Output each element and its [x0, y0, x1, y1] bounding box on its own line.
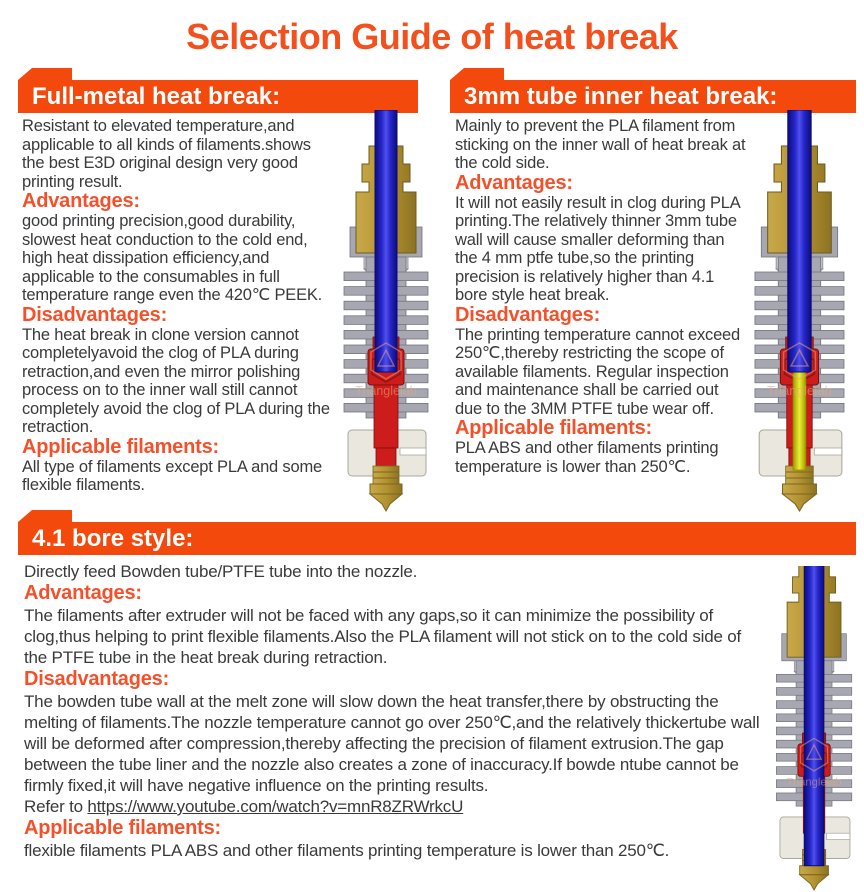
page-title: Selection Guide of heat break — [186, 16, 678, 57]
full-metal-applicable-text: All type of filaments except PLA and some flexible filaments. — [22, 457, 322, 494]
bore41-applicable-text: flexible filaments PLA ABS and other filaments printing temperature is lower than 250℃. — [24, 841, 670, 860]
bore41-intro: Directly feed Bowden tube/PTFE tube into the nozzle. — [24, 562, 418, 581]
refer-prefix: Refer to — [24, 797, 88, 816]
tube3mm-advantages-heading: Advantages: — [455, 171, 573, 194]
hotend-diagram-full-metal — [328, 110, 445, 512]
bore41-disadvantages-text: The bowden tube wall at the melt zone will slow down the heat transfer,there by obstructing the melting of filaments.The nozzle temperature cannot go over 250℃,and the relatively thickertube wall will be deformed after compression,thereby affecting the precision of filament extrusion.The gap between the tube liner and the nozzle also creates a zone of inaccuracy.If bowde ntube cannot be firmly fixed,it will have negative influence on the printing results. — [24, 692, 760, 795]
section-body-41-bore — [24, 561, 764, 861]
full-metal-advantages-text: good printing precision,good durability, slowest heat conduction to the cold end, high heat dissipation efficiency,and applicable to the consumables in full temperature range even the 420℃ PEEK. — [22, 212, 323, 304]
tube3mm-intro: Mainly to prevent the PLA filament from sticking on the inner wall of heat break at the cold side. — [455, 117, 746, 172]
youtube-link[interactable]: https://www.youtube.com/watch?v=mnR8ZRWrkcU — [87, 797, 464, 816]
tube3mm-disadvantages-text: The printing temperature cannot exceed 250℃,thereby restricting the scope of available filaments. Regular inspection and maintenance shall be carried out due to the 3MM PTFE tube wear off. — [455, 325, 740, 418]
watermark-text: Trianglelab — [786, 776, 842, 789]
tube3mm-advantages-text: It will not easily result in clog during PLA printing.The relatively thinner 3mm tube wall will cause smaller deforming than the 4 mm ptfe tube,so the printing precision is relatively higher than 4.1 bore style heat break. — [455, 193, 740, 304]
tube3mm-disadvantages-heading: Disadvantages: — [455, 303, 601, 326]
full-metal-intro: Resistant to elevated temperature,and applicable to all kinds of filaments.shows the best E3D original design very good printing result. — [22, 117, 311, 191]
full-metal-disadvantages-heading: Disadvantages: — [22, 303, 168, 326]
hotend-graphic — [755, 110, 844, 511]
full-metal-advantages-heading: Advantages: — [22, 190, 140, 212]
section-banner-41-bore — [18, 522, 856, 555]
tube3mm-applicable-heading: Applicable filaments: — [455, 417, 652, 439]
bore41-applicable-heading: Applicable filaments: — [24, 817, 221, 839]
bore41-advantages-text: The filaments after extruder will not be faced with any gaps,so it can minimize the possibility of clog,thus helping to print flexible filaments.Also the PLA filament will not stick on to the cold side of the PTFE tube in the heat break during retraction. — [24, 606, 742, 667]
section-body-full-metal — [22, 117, 334, 495]
hotend-diagram-41-bore — [762, 566, 864, 891]
refer-line — [24, 796, 764, 817]
hotend-diagram-3mm-tube — [738, 110, 862, 512]
hotend-graphic — [344, 110, 428, 511]
full-metal-applicable-heading: Applicable filaments: — [22, 435, 219, 458]
hotend-graphic — [776, 566, 851, 890]
watermark-text: Trianglelab — [766, 383, 832, 398]
section-banner-3mm-tube — [450, 80, 856, 113]
full-metal-disadvantages-text: The heat break in clone version cannot completelyavoid the clog of PLA during retraction,and even the mirror polishing process on to the inner wall still cannot completely avoid the clog of PLA during the retraction. — [22, 325, 330, 436]
section-header-full-metal: Full-metal heat break: — [32, 83, 281, 110]
section-body-3mm-tube — [455, 117, 748, 476]
section-banner-full-metal — [18, 80, 418, 113]
tube3mm-applicable-text: PLA ABS and other filaments printing temperature is lower than 250℃. — [455, 439, 719, 476]
section-header-41-bore: 4.1 bore style: — [32, 525, 194, 552]
section-header-3mm-tube: 3mm tube inner heat break: — [464, 83, 778, 110]
watermark-text: Trianglelab — [355, 384, 417, 398]
bore41-advantages-heading: Advantages: — [24, 582, 142, 604]
bore41-disadvantages-heading: Disadvantages: — [24, 668, 170, 690]
